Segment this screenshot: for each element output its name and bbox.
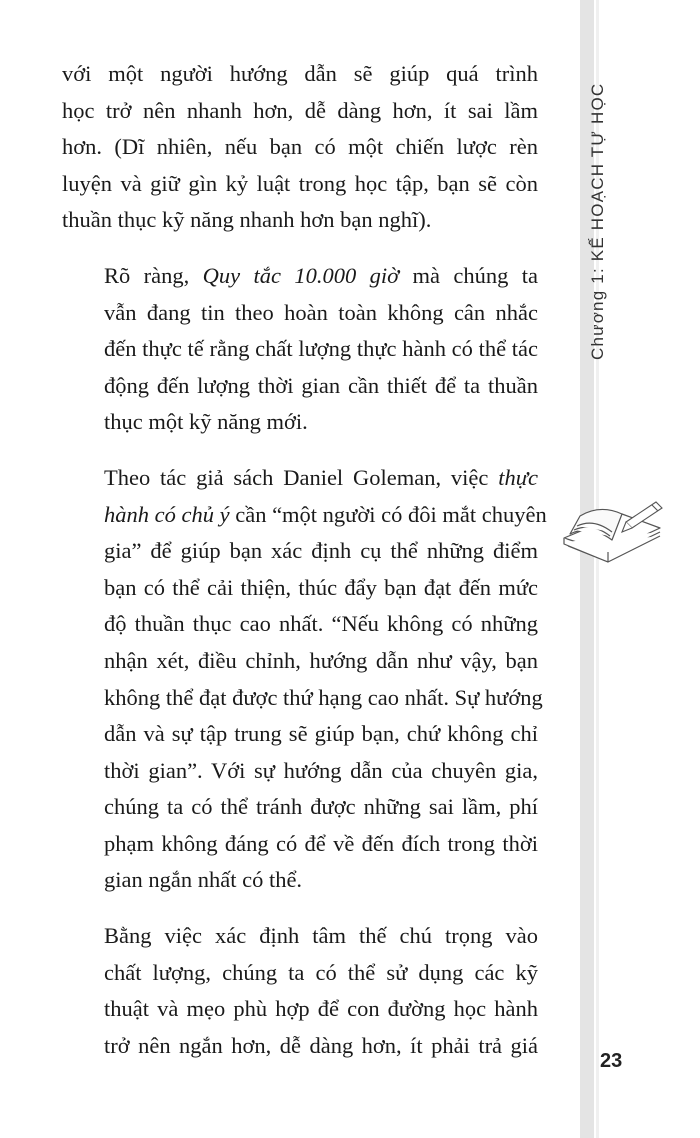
text-run: Rõ ràng, [104, 262, 203, 288]
paragraph-2 [62, 258, 538, 441]
text-line: bạn có thể cải thiện, thúc đẩy bạn đạt đến mức [104, 574, 538, 600]
text-line: gia” để giúp bạn xác định cụ thể những điểm [104, 538, 538, 564]
open-book-with-pencil-icon [560, 500, 670, 580]
text-line: với một người hướng dẫn sẽ giúp quá trình [62, 61, 538, 86]
text-line: gian ngắn nhất có thể. [104, 867, 303, 893]
text-line [62, 258, 538, 295]
page-number: 23 [600, 1050, 623, 1072]
paragraph-3 [62, 460, 547, 899]
text-line: động đến lượng thời gian cần thiết để ta thuần [104, 372, 538, 398]
text-run: cần “một người có đôi mắt chuyên [229, 501, 547, 527]
text-line: thời gian”. Với sự hướng dẫn của chuyên gia, [104, 757, 538, 783]
text-line: thuần thục kỹ năng nhanh hơn bạn nghĩ). [62, 207, 432, 233]
text-line [62, 460, 538, 497]
paragraph-1 [62, 56, 538, 239]
text-line: chúng ta có thể tránh được những sai lầm, phí [104, 794, 538, 820]
text-line: phạm không đáng có để về đến đích trong thời [104, 830, 538, 856]
text-line: thục một kỹ năng mới. [104, 409, 308, 435]
text-line: luyện và giữ gìn kỷ luật trong học tập, bạn sẽ còn [62, 170, 538, 196]
italic-term: thực [498, 464, 538, 490]
text-line [62, 497, 547, 534]
italic-term: hành có chủ ý [104, 501, 230, 527]
italic-term: Quy tắc 10.000 giờ [202, 262, 400, 288]
text-line: vẫn đang tin theo hoàn toàn không cân nhắc [104, 299, 538, 325]
body-text [62, 56, 547, 1083]
paragraph-4 [62, 918, 538, 1064]
text-line: thuật và mẹo phù hợp để con đường học hành [104, 996, 538, 1022]
text-line: dẫn và sự tập trung sẽ giúp bạn, chứ không chỉ [104, 721, 538, 747]
text-run: Theo tác giả sách Daniel Goleman, việc [104, 464, 499, 490]
text-line: hơn. (Dĩ nhiên, nếu bạn có một chiến lược rèn [62, 134, 538, 160]
text-line: Bằng việc xác định tâm thế chú trọng vào [104, 923, 538, 949]
text-run: mà chúng ta [399, 262, 538, 288]
text-line: nhận xét, điều chỉnh, hướng dẫn như vậy, bạn [104, 647, 538, 673]
text-line: học trở nên nhanh hơn, dễ dàng hơn, ít sai lầm [62, 97, 538, 123]
text-line: chất lượng, chúng ta có thể sử dụng các kỹ [104, 959, 538, 985]
text-line: trở nên ngắn hơn, dễ dàng hơn, ít phải trả giá [104, 1032, 538, 1058]
text-line: độ thuần thục cao nhất. “Nếu không có những [104, 611, 538, 637]
text-line: không thể đạt được thứ hạng cao nhất. Sự hướng [104, 684, 543, 710]
chapter-title: Chương 1: KẾ HOẠCH TỰ HỌC [588, 82, 607, 360]
text-line: đến thực tế rằng chất lượng thực hành có thể tác [104, 336, 538, 362]
